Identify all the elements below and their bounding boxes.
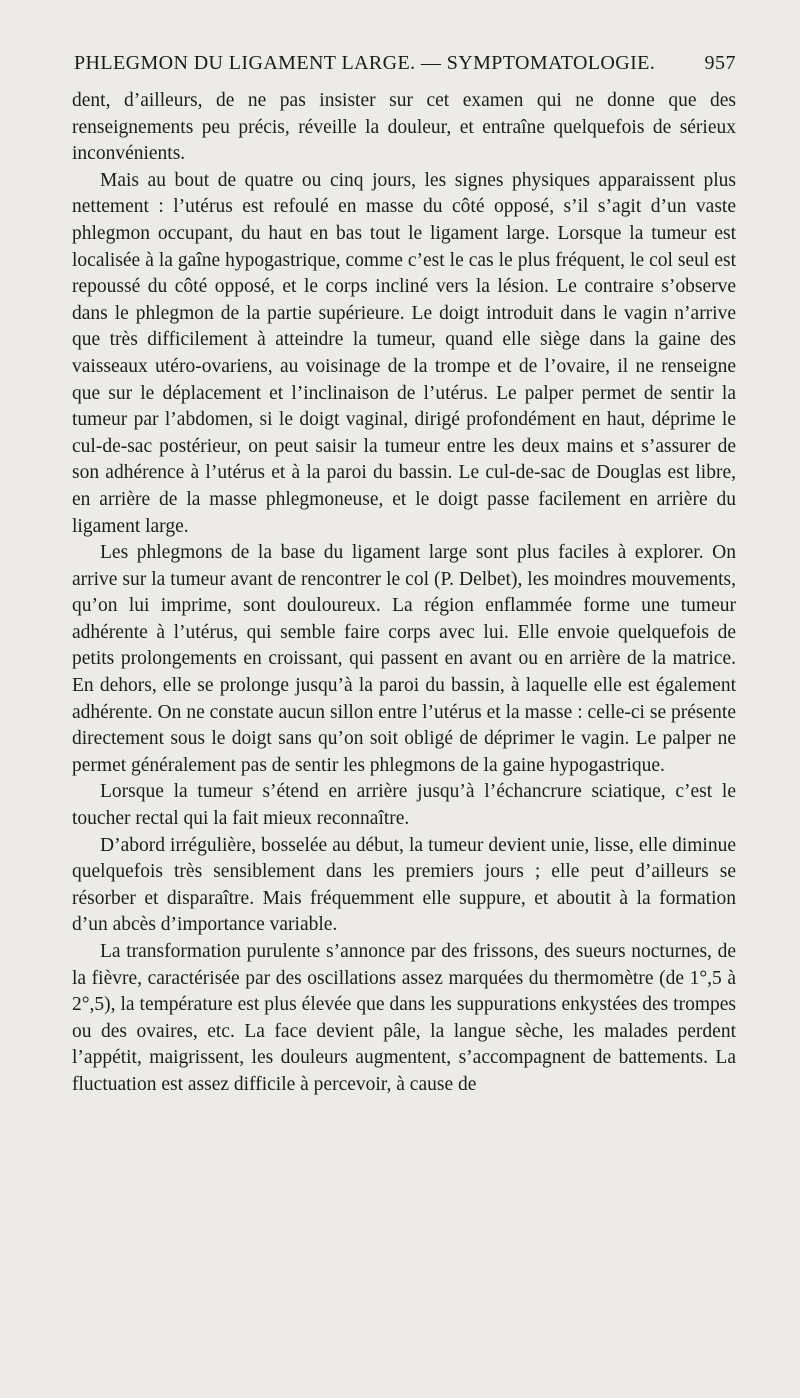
paragraph: D’abord irrégulière, bosselée au début, la tumeur devient unie, lisse, elle diminue quelquefois très sensiblement dans les premiers jours ; elle peut d’ailleurs se résorber et disparaître. Mais fréquemment elle suppure, et aboutit à la formation d’un abcès d’importance variable. [72,834,736,936]
running-title: PHLEGMON DU LIGAMENT LARGE. — SYMPTOMATOLOGIE. [74,52,656,74]
paragraph: Les phlegmons de la base du ligament large sont plus faciles à explorer. On arrive sur la tumeur avant de rencontrer le col (P. Delbet), les moindres mouvements, qu’on lui imprime, sont douloureux. La région enflammée forme une tumeur adhérente à l’utérus, qui semble faire corps avec lui. Elle envoie quelquefois de petits prolongements en croissant, qui passent en avant ou en arrière de la matrice. En dehors, elle se prolonge jusqu’à la paroi du bassin, à laquelle elle est également adhérente. On ne constate aucun sillon entre l’utérus et la masse : celle-ci se présente directement sous le doigt sans qu’on soit obligé de déprimer le vagin. Le palper ne permet généralement pas de sentir les phlegmons de la gaine hypogastrique. [72,542,736,776]
paragraph: Mais au bout de quatre ou cinq jours, les signes physiques apparaissent plus nettement : l’utérus est refoulé en masse du côté opposé, s’il s’agit d’un vaste phlegmon occupant, du haut en bas tout le ligament large. Lorsque la tumeur est localisée à la gaîne hypogastrique, comme c’est le cas le plus fréquent, le col seul est repoussé du côté opposé, et le corps incliné vers la lésion. Le contraire s’observe dans le phlegmon de la partie supérieure. Le doigt introduit dans le vagin n’arrive que très difficilement à atteindre la tumeur, quand elle siège dans la gaine des vaisseaux utéro-ovariens, au voisinage de la trompe et de l’ovaire, il ne renseigne que sur le déplacement et l’inclinaison de l’utérus. Le palper permet de sentir la tumeur par l’abdomen, si le doigt vaginal, dirigé profondément en haut, déprime le cul-de-sac postérieur, on peut saisir la tumeur entre les deux mains et s’assurer de son adhérence à l’utérus et à la paroi du bassin. Le cul-de-sac de Douglas est libre, en arrière de la masse phlegmoneuse, et le doigt passe facilement en arrière du ligament large. [72,169,736,537]
running-header [74,52,736,88]
paragraph: Lorsque la tumeur s’étend en arrière jusqu’à l’échancrure sciatique, c’est le toucher rectal qui la fait mieux reconnaître. [72,781,736,830]
page-number: 957 [704,52,736,74]
paragraph: La transformation purulente s’annonce par des frissons, des sueurs nocturnes, de la fièvre, caractérisée par des oscillations assez marquées du thermomètre (de 1°,5 à 2°,5), la température est plus élevée que dans les suppurations enkystées des trompes ou des ovaires, etc. La face devient pâle, la langue sèche, les malades perdent l’appétit, maigrissent, les douleurs augmentent, s’accompagnent de battements. La fluctuation est assez difficile à percevoir, à cause de [72,941,736,1095]
body-text [72,88,736,1099]
paragraph-continued: dent, d’ailleurs, de ne pas insister sur cet examen qui ne donne que des renseignements peu précis, réveille la douleur, et entraîne quelquefois de sérieux inconvénients. [72,90,736,165]
